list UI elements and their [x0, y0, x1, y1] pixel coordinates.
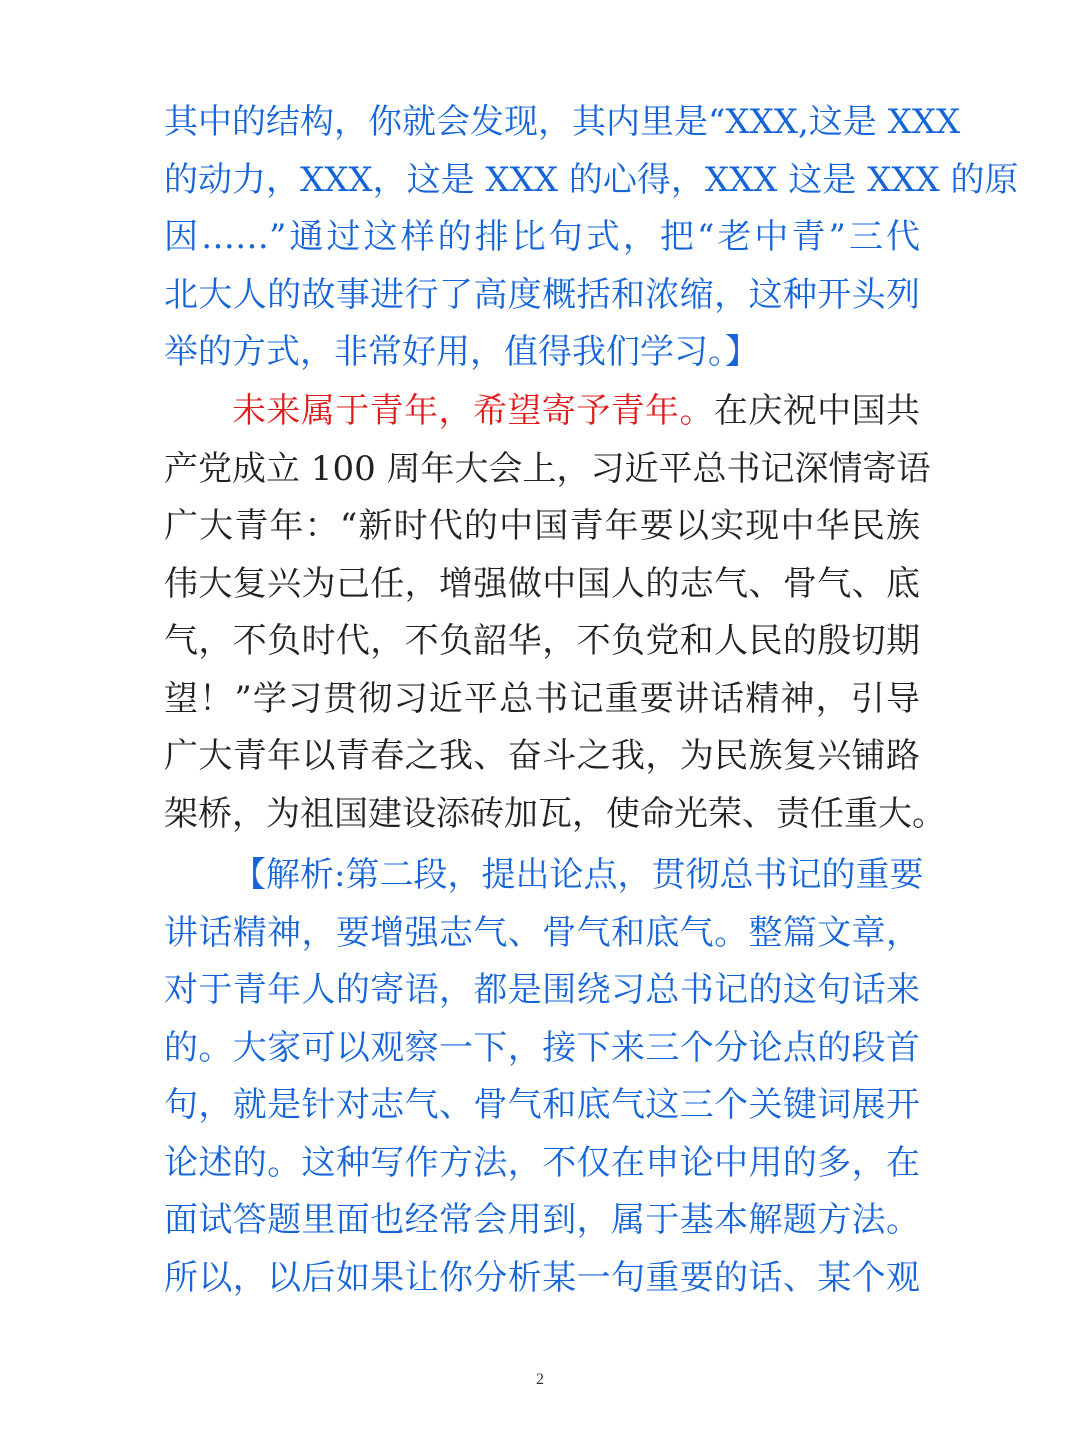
text-line: 的动力，XXX，这是 XXX 的心得，XXX 这是 XXX 的原	[164, 159, 1019, 200]
text-line: 广大青年：“新时代的中国青年要以实现中华民族	[164, 506, 920, 546]
highlighted-thesis: 未来属于青年，希望寄予青年。	[232, 391, 714, 431]
page-number: 2	[536, 1371, 544, 1388]
text-line: 对于青年人的寄语，都是围绕习总书记的这句话来	[164, 970, 920, 1010]
text-line: 讲话精神，要增强志气、骨气和底气。整篇文章，	[164, 912, 920, 953]
text-line-first: 【解析:第二段，提出论点，贯彻总书记的重要	[232, 855, 924, 895]
text-line: 北大人的故事进行了高度概括和浓缩，这种开头列	[164, 274, 920, 315]
analysis-paragraph-2	[164, 847, 924, 1307]
text-line: 的。大家可以观察一下，接下来三个分论点的段首	[164, 1027, 920, 1068]
text-line: 其中的结构，你就会发现，其内里是“XXX,这是 XXX	[164, 102, 961, 142]
text-line: 因……”通过这样的排比句式，把“老中青”三代	[164, 217, 920, 257]
text-line: 望！”学习贯彻习近平总书记重要讲话精神，引导	[164, 678, 920, 719]
text-fragment: 在庆祝中国共	[713, 391, 921, 431]
text-line: 气，不负时代，不负韶华，不负党和人民的殷切期	[164, 621, 920, 661]
body-paragraph	[164, 383, 946, 843]
text-line: 产党成立 100 周年大会上，习近平总书记深情寄语	[164, 448, 931, 489]
text-line: 面试答题里面也经常会用到，属于基本解题方法。	[164, 1200, 920, 1240]
text-line: 句，就是针对志气、骨气和底气这三个关键词展开	[164, 1085, 920, 1125]
analysis-paragraph-1	[164, 94, 1019, 382]
text-line: 伟大复兴为己任，增强做中国人的志气、骨气、底	[164, 563, 920, 604]
text-line: 广大青年以青春之我、奋斗之我，为民族复兴铺路	[164, 736, 920, 776]
text-line-first	[164, 383, 920, 441]
text-line: 举的方式，非常好用，值得我们学习。】	[164, 332, 759, 372]
text-line: 论述的。这种写作方法，不仅在申论中用的多，在	[164, 1142, 920, 1183]
text-line: 所以，以后如果让你分析某一句重要的话、某个观	[164, 1257, 920, 1298]
text-line: 架桥，为祖国建设添砖加瓦，使命光荣、责任重大。	[164, 793, 946, 834]
